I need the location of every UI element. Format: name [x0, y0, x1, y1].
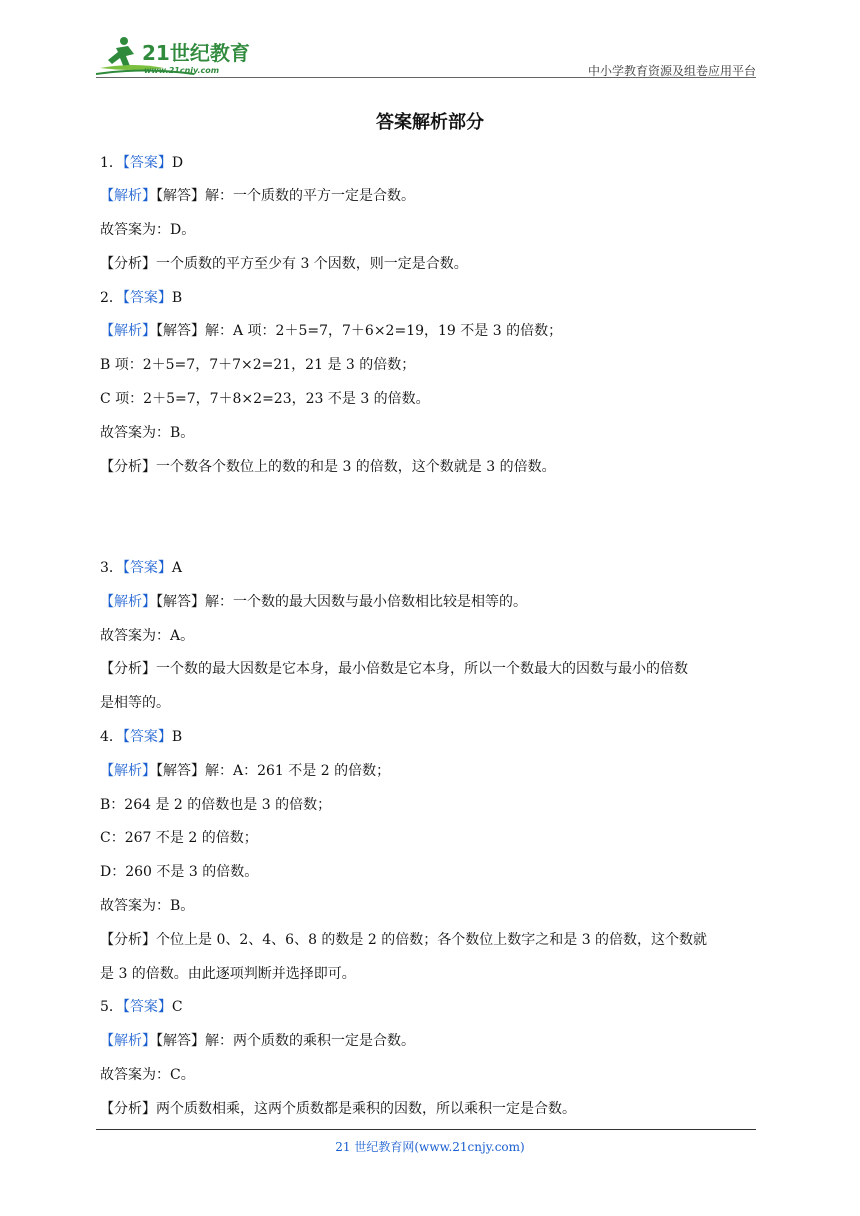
line-text: D — [171, 155, 184, 171]
line-text: 是 3 的倍数。由此逐项判断并选择即可。 — [100, 966, 356, 982]
line-text: C — [171, 999, 183, 1015]
answer-tag: 【答案】 — [122, 729, 172, 745]
line-text: 故答案为：D。 — [100, 222, 196, 238]
line-text: 【分析】个位上是 0、2、4、6、8 的数是 2 的倍数；各个数位上数字之和是 3 的倍数，这个数就 — [100, 932, 708, 948]
line-text: B：264 是 2 的倍数也是 3 的倍数； — [100, 797, 332, 813]
text-line — [100, 321, 562, 341]
line-text: 4． — [100, 729, 123, 745]
line-text: 2． — [100, 290, 123, 306]
page-title: 答案解析部分 — [376, 112, 484, 133]
footer-divider — [96, 1129, 756, 1130]
text-line — [100, 423, 194, 443]
text-line — [100, 220, 195, 240]
line-text: 【分析】一个数各个数位上的数的和是 3 的倍数，这个数就是 3 的倍数。 — [100, 459, 556, 475]
line-text: 【解答】解：一个质数的平方一定是合数。 — [156, 188, 415, 204]
text-line — [100, 153, 183, 173]
svg-text:www.21cnjy.com: www.21cnjy.com — [144, 66, 220, 75]
text-line — [100, 964, 356, 984]
text-line — [100, 254, 468, 274]
line-text: B 项：2＋5=7，7＋7×2=21，21 是 3 的倍数； — [100, 357, 416, 373]
line-text: 1． — [100, 155, 123, 171]
answer-tag: 【答案】 — [122, 999, 172, 1015]
line-text: 【分析】一个数的最大因数是它本身，最小倍数是它本身，所以一个数最大的因数与最小的倍数 — [100, 661, 688, 677]
text-line — [100, 457, 556, 477]
text-line — [100, 896, 194, 916]
line-text: 【解答】解：A：261 不是 2 的倍数； — [156, 763, 391, 779]
answer-tag: 【解析】 — [100, 1033, 156, 1049]
text-line — [100, 355, 415, 375]
text-line — [100, 1065, 195, 1085]
line-text: B — [171, 290, 183, 306]
text-line — [100, 558, 182, 578]
text-line — [100, 288, 182, 308]
answer-tag: 【答案】 — [122, 560, 172, 576]
line-text: 故答案为：C。 — [100, 1067, 195, 1083]
line-text: 5． — [100, 999, 123, 1015]
answer-tag: 【解析】 — [100, 188, 156, 204]
line-text: 【分析】一个质数的平方至少有 3 个因数，则一定是合数。 — [100, 256, 468, 272]
line-text: 【解答】解：两个质数的乘积一定是合数。 — [156, 1033, 415, 1049]
line-text: 是相等的。 — [100, 695, 170, 711]
header-divider — [96, 77, 756, 78]
line-text: C 项：2＋5=7，7＋8×2=23，23 不是 3 的倍数。 — [100, 391, 430, 407]
text-line — [100, 693, 170, 713]
text-line — [100, 997, 183, 1017]
line-text: 故答案为：B。 — [100, 898, 195, 914]
text-line — [100, 795, 331, 815]
text-line — [100, 626, 194, 646]
text-line — [100, 592, 527, 612]
text-line — [100, 389, 430, 409]
line-text: A — [171, 560, 183, 576]
answer-tag: 【解析】 — [100, 763, 156, 779]
line-text: C：267 不是 2 的倍数； — [100, 830, 258, 846]
line-text: 故答案为：B。 — [100, 425, 195, 441]
line-text: 故答案为：A。 — [100, 628, 195, 644]
text-line — [100, 1031, 415, 1051]
page-footer: 21 世纪教育网(www.21cnjy.com) — [335, 1140, 525, 1154]
line-text: B — [171, 729, 183, 745]
page-header — [0, 0, 860, 82]
platform-name: 中小学教育资源及组卷应用平台 — [587, 64, 756, 78]
answer-tag: 【解析】 — [100, 594, 156, 610]
line-text: 3． — [100, 560, 123, 576]
line-text: 【解答】解：一个数的最大因数与最小倍数相比较是相等的。 — [156, 594, 527, 610]
line-text: 【解答】解：A 项：2＋5=7，7＋6×2=19，19 不是 3 的倍数； — [156, 323, 563, 339]
svg-text:21世纪教育: 21世纪教育 — [142, 41, 250, 65]
text-line — [100, 761, 390, 781]
text-line — [100, 828, 258, 848]
text-line — [100, 186, 415, 206]
answer-tag: 【答案】 — [122, 155, 172, 171]
answer-tag: 【解析】 — [100, 323, 156, 339]
text-line — [100, 727, 182, 747]
text-line — [100, 930, 707, 950]
text-line — [100, 1099, 576, 1119]
line-text: 【分析】两个质数相乘，这两个质数都是乘积的因数，所以乘积一定是合数。 — [100, 1101, 576, 1117]
text-line — [100, 862, 258, 882]
line-text: D：260 不是 3 的倍数。 — [100, 864, 259, 880]
answer-tag: 【答案】 — [122, 290, 172, 306]
site-logo — [94, 34, 264, 78]
text-line — [100, 659, 688, 679]
